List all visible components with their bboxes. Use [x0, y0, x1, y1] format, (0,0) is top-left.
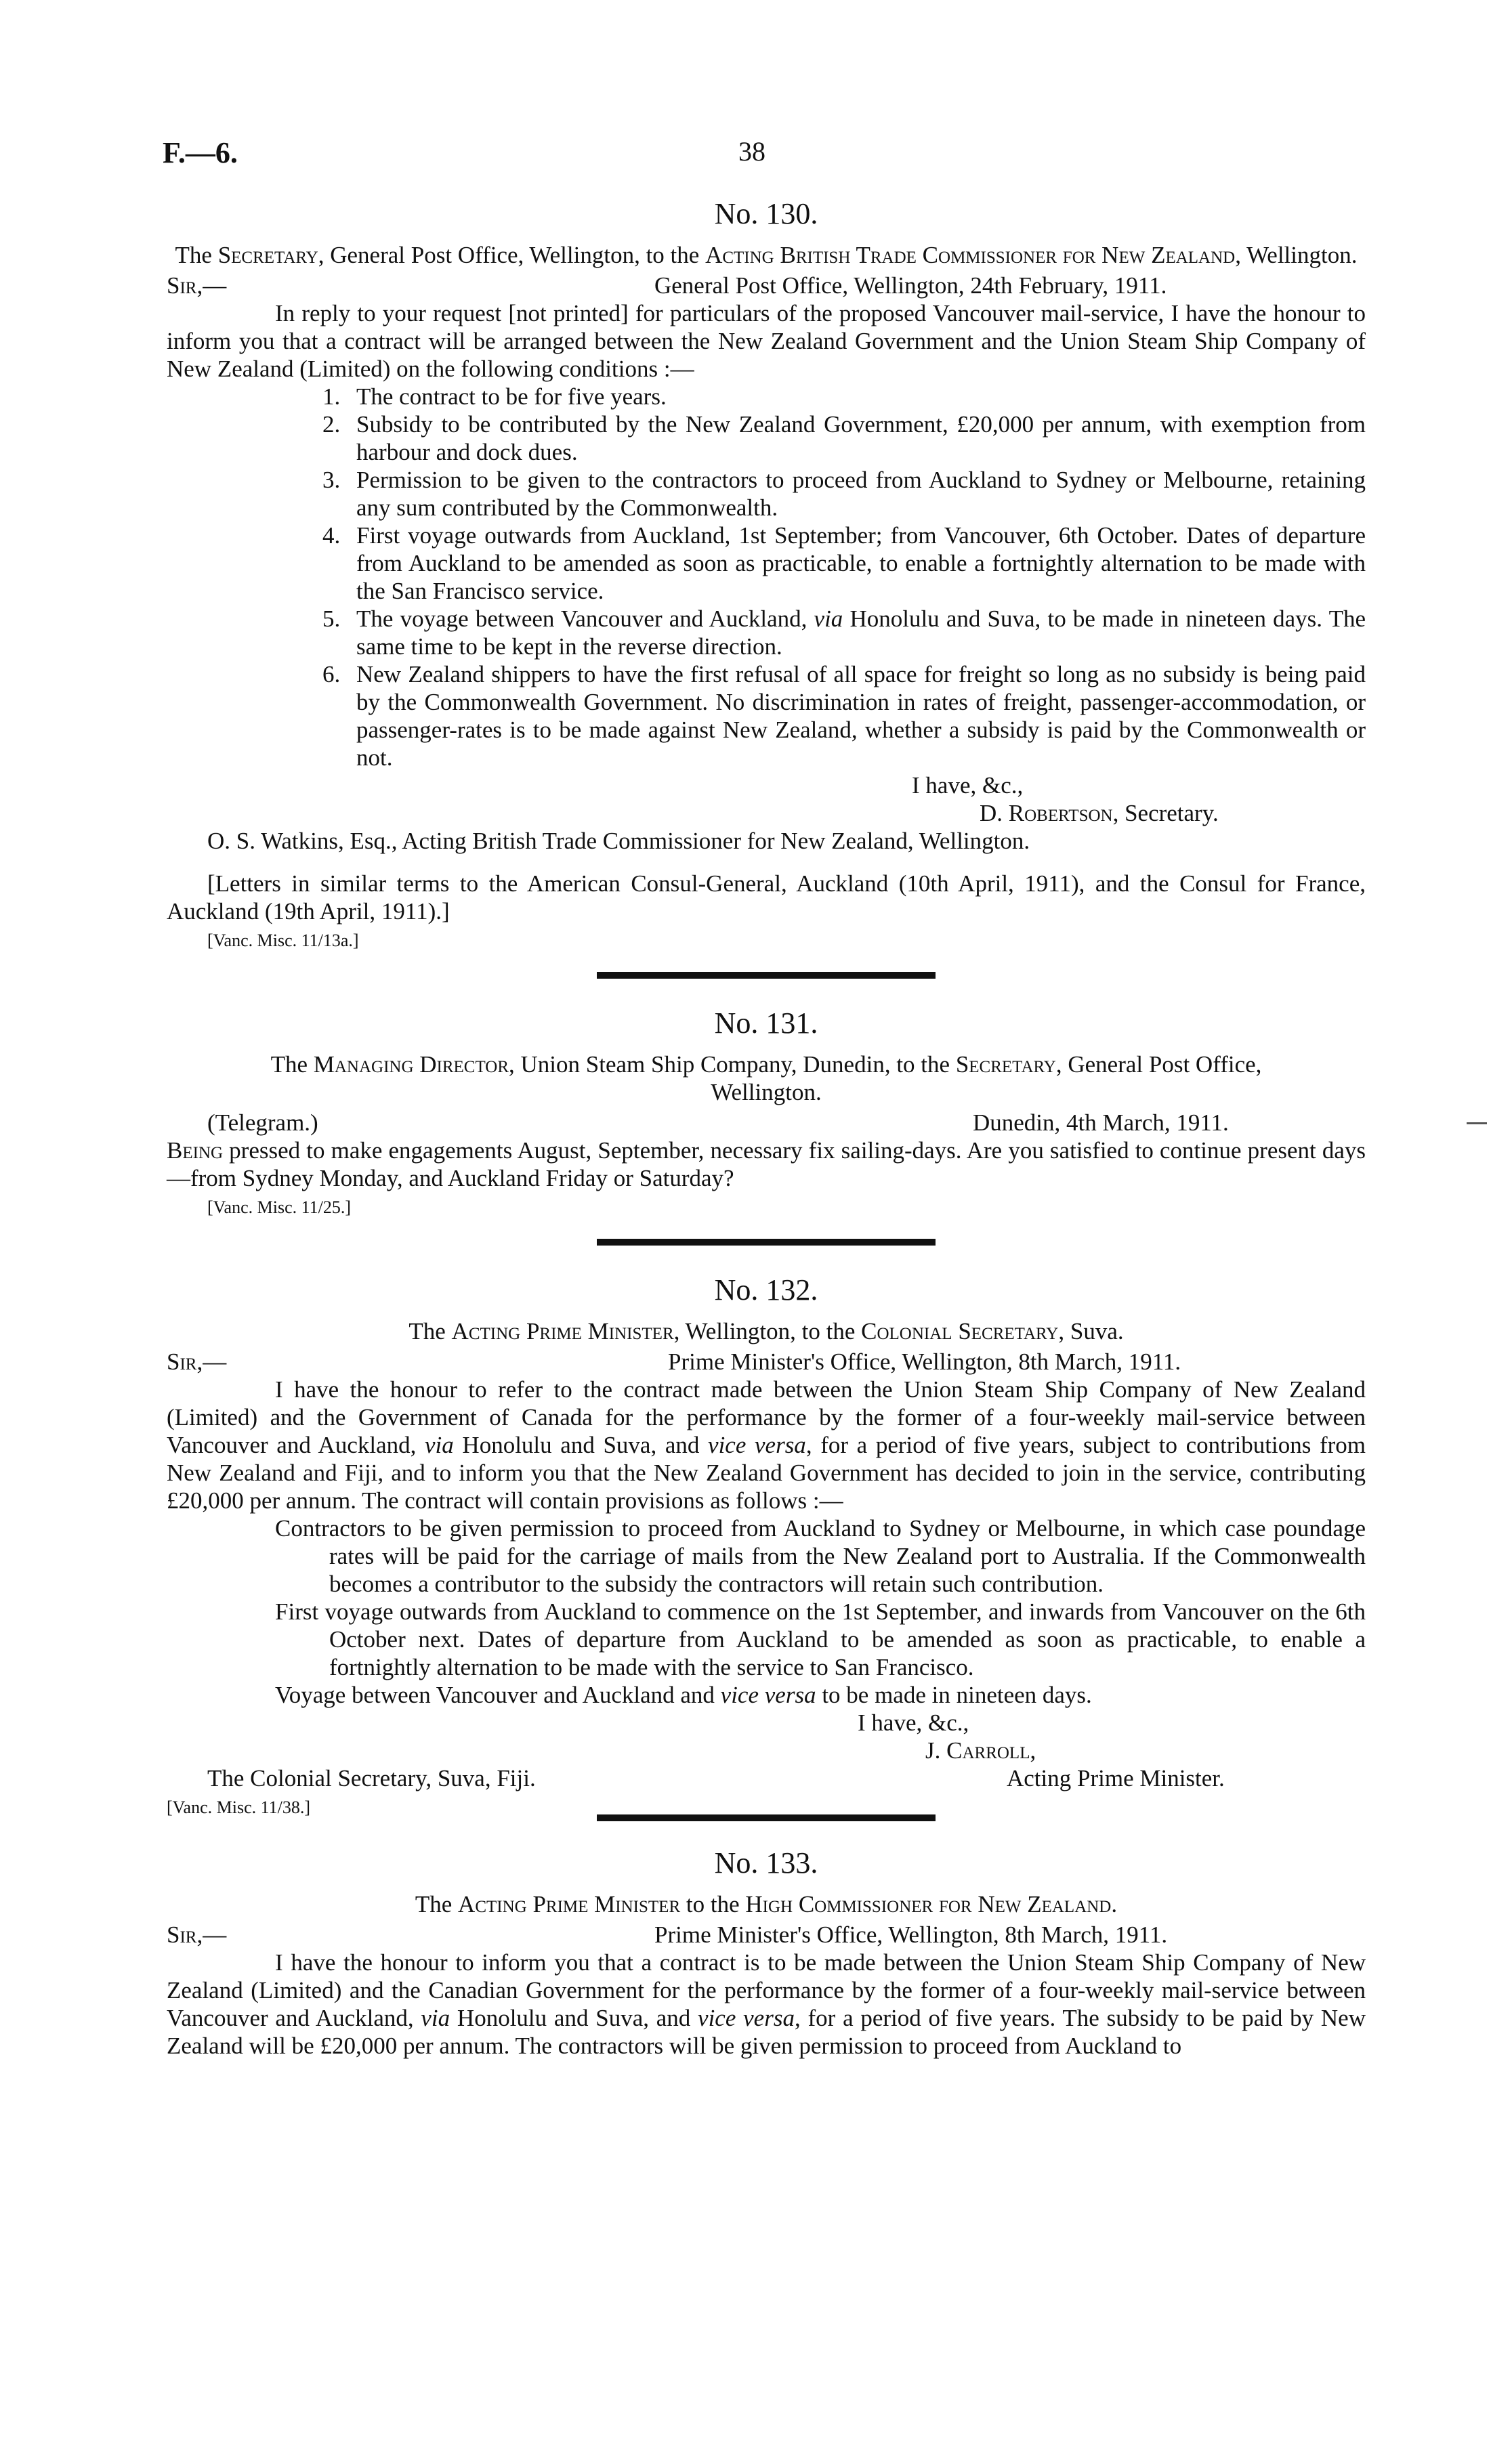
letter-paragraph [167, 1137, 1366, 1192]
heading-middle: , Wellington, to the [673, 1318, 862, 1344]
letter-133 [167, 1846, 1366, 2060]
section-divider [597, 1814, 936, 1821]
recipient-title: Colonial Secretary [861, 1318, 1059, 1344]
letter-heading [167, 1317, 1366, 1345]
condition-text: New Zealand shippers to have the first refusal of all space for freight so long as no subsidy is being paid by the Commonwealth Government. No discrimination in rates of freight, passenger-accommodation, or passenger-rates is to be made against New Zealand, whether a subsidy is paid by the Commonwealth or not. [356, 661, 1366, 771]
condition-item [167, 383, 1366, 410]
place-date: Prime Minister's Office, Wellington, 8th March, 1911. [654, 1921, 1168, 1948]
telegram-label: (Telegram.) [207, 1109, 318, 1136]
condition-item [167, 605, 1366, 660]
vice-versa-italic: vice versa [720, 1682, 816, 1708]
condition-text: The voyage between Vancouver and Auckland, [356, 606, 814, 632]
condition-item [167, 466, 1366, 522]
margin-mark [1467, 1122, 1487, 1124]
salutation: Sir,— [167, 272, 227, 299]
paragraph-text: pressed to make engagements August, September, necessary fix sailing-days. Are you satisfied to continue present days—from Sydney Monday, and Auckland Friday or Saturday? [167, 1137, 1366, 1191]
heading-middle: , General Post Office, Wellington, to the [318, 242, 706, 268]
letter-heading [167, 1890, 1366, 1918]
condition-number: 1. [322, 383, 341, 410]
heading-prefix: The [175, 242, 218, 268]
document-body [167, 196, 1366, 2060]
closing: I have, &c., [912, 772, 1024, 799]
place-date: General Post Office, Wellington, 24th February, 1911. [654, 272, 1167, 299]
sender-title: Acting Prime Minister [458, 1891, 681, 1917]
addressee: The Colonial Secretary, Suva, Fiji. [207, 1765, 536, 1791]
provisions-list [167, 1514, 1366, 1709]
provision-item: Contractors to be given permission to proceed from Auckland to Sydney or Melbourne, in which case poundage rates will be paid for the carriage of mails from the New Zealand port to Australia. If the Commonwealth becomes a contributor to the subsidy the contractors will retain such contribution. [275, 1515, 1366, 1597]
letter-number: No. 131. [714, 1006, 818, 1040]
place-date: Prime Minister's Office, Wellington, 8th March, 1911. [668, 1348, 1181, 1375]
condition-text: First voyage outwards from Auckland, 1st September; from Vancouver, 6th October. Dates of departure from Auckland to be amended as soon as practicable, to enable a fortnightly alternation to be made with the San Francisco service. [356, 522, 1366, 604]
letter-130 [167, 196, 1366, 979]
condition-number: 5. [322, 606, 341, 632]
letter-132 [167, 1273, 1366, 1821]
paragraph-text: I have the honour to refer to the contract made between the Union Steam Ship Company of New Zealand (Limited) and the Government of Canada for the performance by the former of a four-weekly mail-service between Vancouver and Auckland, [167, 1376, 1366, 1458]
editorial-note [167, 870, 1366, 925]
via-italic: via [421, 2005, 450, 2031]
condition-number: 6. [322, 661, 341, 687]
condition-item [167, 660, 1366, 771]
file-reference: [Vanc. Misc. 11/25.] [207, 1197, 352, 1217]
letter-heading [167, 241, 1366, 269]
note-text: [Letters in similar terms to the American Consul-General, Auckland (10th April, 1911), and the Consul for France, Auckland (19th April, 1911).] [167, 870, 1366, 925]
letter-131 [167, 1006, 1366, 1246]
closing: I have, &c., [858, 1709, 969, 1736]
recipient-title: Acting British Trade Commissioner for New Zealand [705, 242, 1236, 268]
heading-prefix: The [408, 1318, 452, 1344]
letter-number: No. 132. [714, 1273, 818, 1307]
condition-number: 2. [322, 411, 341, 438]
heading-suffix: . [1111, 1891, 1118, 1917]
condition-text: Honolulu and Suva, to be made in nineteen days. The same time to be kept in the reverse direction. [356, 606, 1366, 660]
signature-name: J. Carroll, [925, 1737, 1036, 1764]
paragraph-text: , for a period of five years, subject to contributions from New Zealand and Fiji, and to inform you that the New Zealand Government has decided to join in the service, contributing £20,000 per annum. The contract will contain provisions as follows :— [167, 1432, 1366, 1514]
condition-text: The contract to be for five years. [356, 383, 667, 410]
paragraph-text: Honolulu and Suva, and [453, 1432, 709, 1458]
recipient-title: High Commissioner for New Zealand [745, 1891, 1112, 1917]
signature [980, 799, 1219, 827]
heading-suffix: , Wellington. [1235, 242, 1358, 268]
paragraph-text: , for a period of five years. The subsidy to be paid by New Zealand will be £20,000 per annum. The contractors will be given permission to proceed from Auckland to [167, 2005, 1366, 2059]
heading-middle: , Union Steam Ship Company, Dunedin, to the [509, 1051, 956, 1078]
lead-word: Being [167, 1137, 224, 1164]
provision-item [167, 1681, 1366, 1709]
heading-suffix: , Suva. [1058, 1318, 1124, 1344]
condition-text: Permission to be given to the contractors to proceed from Auckland to Sydney or Melbourne, retaining any sum contributed by the Commonwealth. [356, 467, 1366, 521]
heading-middle: to the [680, 1891, 746, 1917]
condition-item [167, 522, 1366, 605]
file-reference: [Vanc. Misc. 11/13a.] [207, 931, 359, 950]
vice-versa-italic: vice versa [708, 1432, 806, 1458]
salutation: Sir,— [167, 1348, 227, 1375]
addressee-row [167, 1764, 1366, 1792]
letter-heading [167, 1050, 1366, 1106]
condition-item [167, 410, 1366, 466]
condition-text: Subsidy to be contributed by the New Zealand Government, £20,000 per annum, with exemption from harbour and dock dues. [356, 411, 1366, 465]
sender-title: Secretary [217, 242, 318, 268]
letter-number: No. 133. [714, 1846, 818, 1879]
salutation: Sir,— [167, 1921, 227, 1948]
sender-title: Managing Director [313, 1051, 509, 1078]
signature-title: , Secretary. [1112, 800, 1219, 826]
letter-number: No. 130. [714, 197, 818, 230]
vice-versa-italic: vice versa [698, 2005, 795, 2031]
condition-number: 3. [322, 467, 341, 493]
heading-prefix: The [270, 1051, 314, 1078]
signature-title: Acting Prime Minister. [1007, 1765, 1225, 1791]
document-code: F.—6. [163, 136, 238, 169]
conditions-list [167, 383, 1366, 771]
addressee: O. S. Watkins, Esq., Acting British Trade Commissioner for New Zealand, Wellington. [207, 828, 1030, 854]
recipient-title: Secretary [955, 1051, 1056, 1078]
letter-paragraph [167, 1376, 1366, 1514]
page-number: 38 [738, 136, 765, 167]
provision-text: Voyage between Vancouver and Auckland and [275, 1682, 721, 1708]
via-italic: via [814, 606, 843, 632]
provision-item: First voyage outwards from Auckland to commence on the 1st September, and inwards from Vancouver on the 6th October next. Dates of departure from Auckland to be amended as soon as practicable, to enable a fortnightly alternation to be made with the service to San Francisco. [275, 1598, 1366, 1680]
signature-name: D. Robertson [980, 800, 1113, 826]
letter-paragraph [167, 1949, 1366, 2060]
signature-line [167, 799, 1366, 827]
letter-paragraph: In reply to your request [not printed] for particulars of the proposed Vancouver mail-service, I have the honour to inform you that a contract will be arranged between the New Zealand Government and the Union Steam Ship Company of New Zealand (Limited) on the following conditions :— [167, 300, 1366, 382]
section-divider [597, 1239, 936, 1246]
provision-text: to be made in nineteen days. [816, 1682, 1092, 1708]
sender-title: Acting Prime Minister [451, 1318, 674, 1344]
heading-suffix: , General Post Office, Wellington. [711, 1051, 1262, 1105]
paragraph-text: I have the honour to inform you that a contract is to be made between the Union Steam Ship Company of New Zealand (Limited) and the Canadian Government for the performance by the former of a four-weekly mail-service between Vancouver and Auckland, [167, 1949, 1366, 2031]
condition-number: 4. [322, 522, 341, 549]
file-reference: [Vanc. Misc. 11/38.] [167, 1798, 311, 1817]
place-date: Dunedin, 4th March, 1911. [973, 1109, 1229, 1136]
heading-prefix: The [415, 1891, 459, 1917]
section-divider [597, 972, 936, 979]
via-italic: via [425, 1432, 454, 1458]
paragraph-text: Honolulu and Suva, and [450, 2005, 698, 2031]
